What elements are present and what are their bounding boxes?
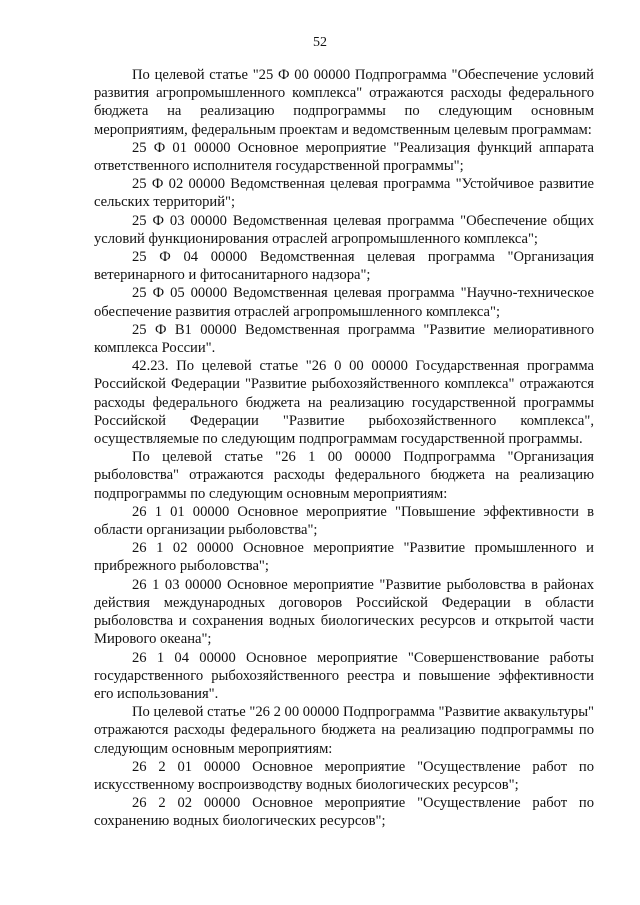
paragraph-25f03: 25 Ф 03 00000 Ведомственная целевая программа "Обеспечение общих условий функционирования отраслей агропромышленного комплекса"; bbox=[94, 212, 594, 247]
paragraph-25f02: 25 Ф 02 00000 Ведомственная целевая программа "Устойчивое развитие сельских территорий"; bbox=[94, 176, 594, 211]
paragraph-25f04: 25 Ф 04 00000 Ведомственная целевая программа "Организация ветеринарного и фитосанитарного надзора"; bbox=[94, 249, 594, 284]
paragraph-section-42-23: 42.23. По целевой статье "26 0 00 00000 Государственная программа Российской Федерации "Развитие рыбохозяйственного комплекса" отражаются расходы федерального бюджета на реализацию государственной программы Российской Федерации "Развитие рыбохозяйственного комплекса", осуществляемые по следующим подпрограммам государственной программы. bbox=[94, 358, 594, 448]
paragraph-26103: 26 1 03 00000 Основное мероприятие "Развитие рыболовства в районах действия международных договоров Российской Федерации в области рыболовства и сохранения водных биологических ресурсов и открытой части Мирового океана"; bbox=[94, 576, 594, 648]
paragraph-25f05: 25 Ф 05 00000 Ведомственная целевая программа "Научно-техническое обеспечение развития отраслей агропромышленного комплекса"; bbox=[94, 285, 594, 320]
document-body bbox=[94, 66, 594, 831]
paragraph-25f01: 25 Ф 01 00000 Основное мероприятие "Реализация функций аппарата ответственного исполнителя государственной программы"; bbox=[94, 139, 594, 175]
paragraph-subprogram-25f: По целевой статье "25 Ф 00 00000 Подпрограмма "Обеспечение условий развития агропромышленного комплекса" отражаются расходы федерального бюджета на реализацию подпрограммы по следующим основным мероприятиям, федеральным проектам и ведомственным целевым программам: bbox=[94, 67, 594, 138]
paragraph-26101: 26 1 01 00000 Основное мероприятие "Повышение эффективности в области организации рыболовства"; bbox=[94, 503, 594, 539]
paragraph-subprogram-261: По целевой статье "26 1 00 00000 Подпрограмма "Организация рыболовства" отражаются расходы федерального бюджета на реализацию подпрограммы по следующим основным мероприятиям: bbox=[94, 449, 594, 502]
paragraph-26202: 26 2 02 00000 Основное мероприятие "Осуществление работ по сохранению водных биологических ресурсов"; bbox=[94, 795, 594, 830]
paragraph-subprogram-262: По целевой статье "26 2 00 00000 Подпрограмма "Развитие аквакультуры" отражаются расходы федерального бюджета на реализацию подпрограммы по следующим основным мероприятиям: bbox=[94, 704, 594, 757]
paragraph-25fb1: 25 Ф В1 00000 Ведомственная программа "Развитие мелиоративного комплекса России". bbox=[94, 321, 594, 357]
paragraph-26104: 26 1 04 00000 Основное мероприятие "Совершенствование работы государственного рыбохозяйственного реестра и повышение эффективности его использования". bbox=[94, 649, 594, 702]
paragraph-26201: 26 2 01 00000 Основное мероприятие "Осуществление работ по искусственному воспроизводству водных биологических ресурсов"; bbox=[94, 758, 594, 793]
page-number: 52 bbox=[313, 35, 327, 50]
paragraph-26102: 26 1 02 00000 Основное мероприятие "Развитие промышленного и прибрежного рыболовства"; bbox=[94, 540, 594, 575]
